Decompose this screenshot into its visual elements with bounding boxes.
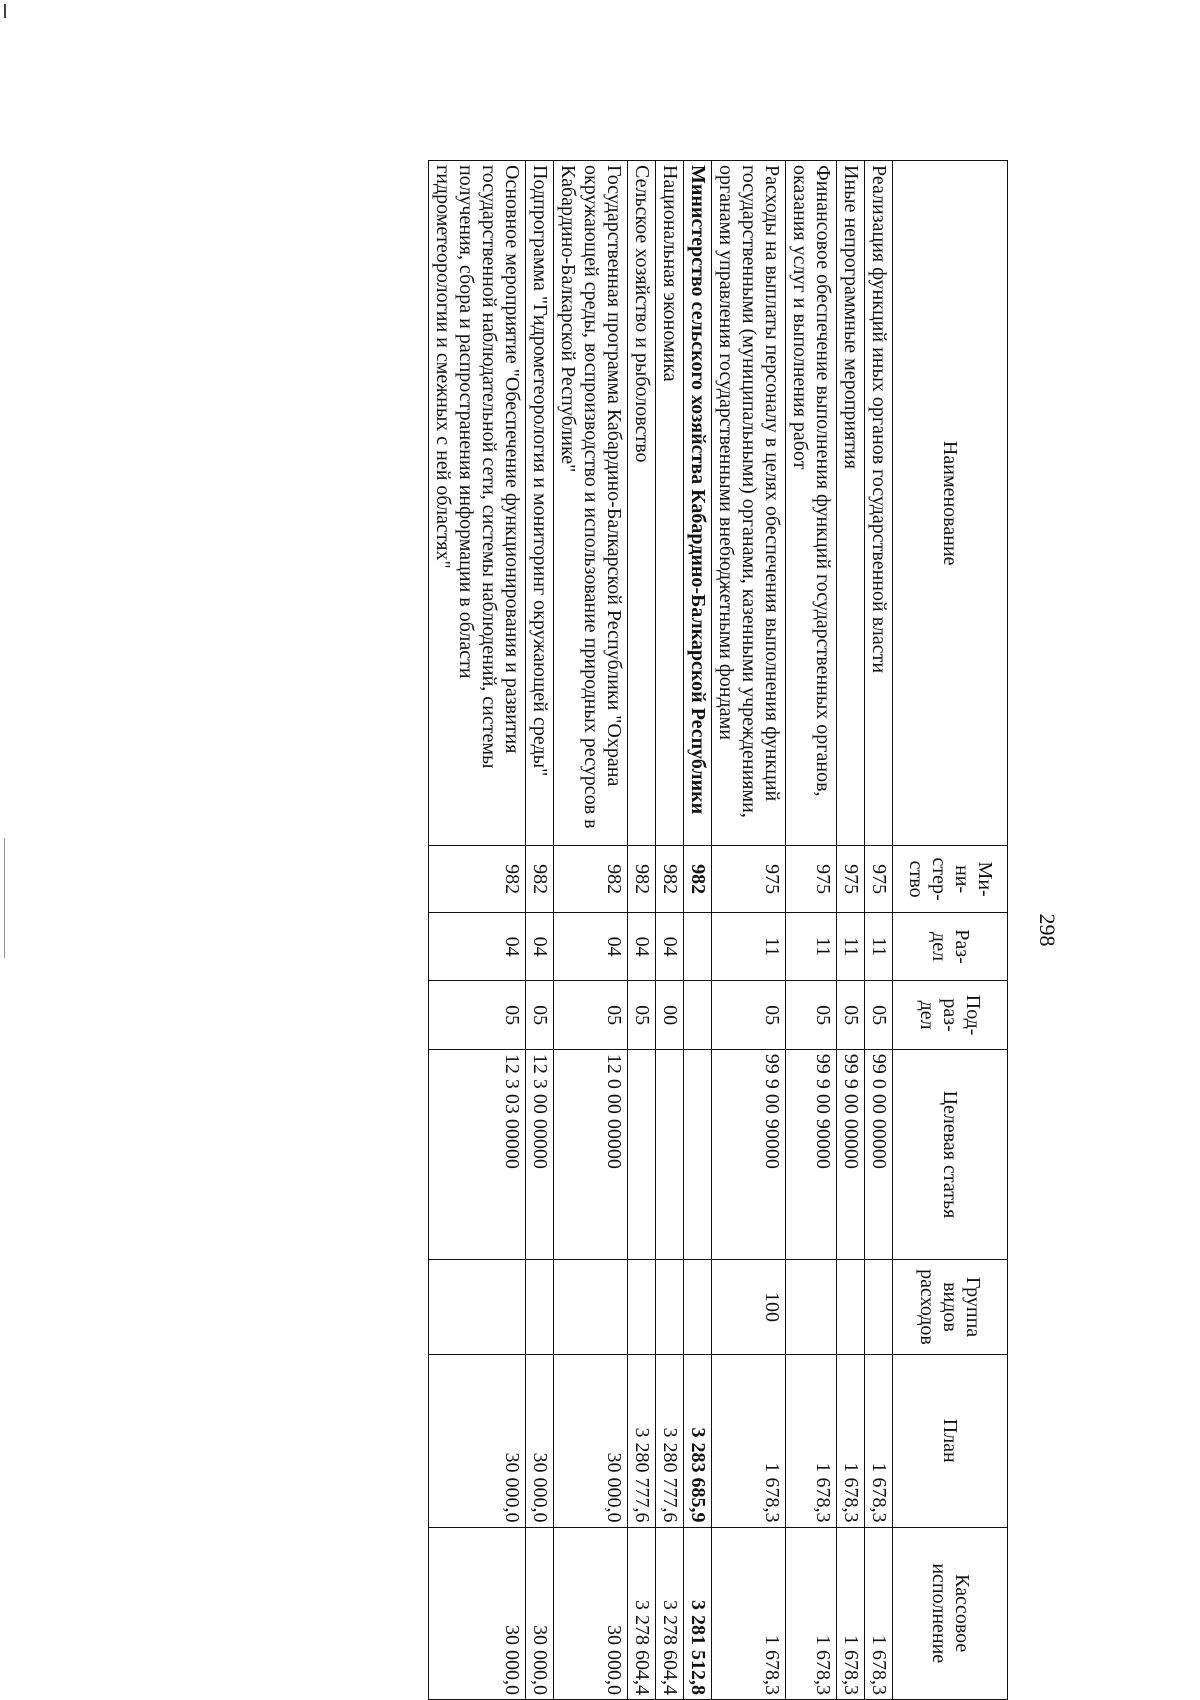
row-group: [628, 1259, 656, 1354]
row-target: 99 9 00 90000: [786, 1049, 837, 1259]
row-subsection: 05: [429, 981, 526, 1050]
row-ministry: 975: [712, 846, 786, 912]
row-name: Государственная программа Кабардино-Балкарской Республики "Охрана окружающей среды, воспроизводство и использование природных ресурсов в Кабардино-Балкарской Республике": [554, 161, 628, 846]
row-name: Реализация функций иных органов государственной власти: [865, 161, 893, 846]
row-cash: 1 678,3: [837, 1527, 865, 1700]
row-subsection: [684, 981, 712, 1050]
row-plan: 30 000,0: [526, 1355, 554, 1527]
table-header-row: [893, 161, 1008, 1700]
row-section: 04: [628, 912, 656, 981]
header-cash-execution: Кассовое исполнение: [893, 1527, 1008, 1700]
row-plan: 1 678,3: [712, 1355, 786, 1527]
row-group: [429, 1259, 526, 1354]
row-group: [554, 1259, 628, 1354]
row-ministry: 982: [656, 846, 684, 912]
row-ministry: 982: [684, 846, 712, 912]
table-row: [786, 161, 837, 1700]
header-section: Раз-дел: [893, 912, 1008, 981]
row-ministry: 982: [526, 846, 554, 912]
row-subsection: 05: [837, 981, 865, 1050]
row-ministry: 975: [865, 846, 893, 912]
row-name: Расходы на выплаты персоналу в целях обеспечения выполнения функций государственными (муниципальными) органами, казенными учреждениями, органами управления государственными внебюджетными фондами: [712, 161, 786, 846]
row-cash: 1 678,3: [786, 1527, 837, 1700]
row-section: 04: [526, 912, 554, 981]
header-ministry: Ми-ни-стер-ство: [893, 846, 1008, 912]
table-row: [837, 161, 865, 1700]
row-section: 11: [712, 912, 786, 981]
row-target: 99 0 00 00000: [865, 1049, 893, 1259]
row-section: 11: [786, 912, 837, 981]
row-cash: 30 000,0: [429, 1527, 526, 1700]
row-plan: 30 000,0: [429, 1355, 526, 1527]
table-row: [526, 161, 554, 1700]
row-plan: 1 678,3: [837, 1355, 865, 1527]
row-name: Финансовое обеспечение выполнения функций государственных органов, оказания услуг и выполнения работ: [786, 161, 837, 846]
row-ministry: 982: [554, 846, 628, 912]
header-subsection: Под-раз-дел: [893, 981, 1008, 1050]
row-plan: 3 280 777,6: [628, 1355, 656, 1527]
row-group: [865, 1259, 893, 1354]
row-section: 11: [865, 912, 893, 981]
header-name: Наименование: [893, 161, 1008, 846]
row-cash: 30 000,0: [554, 1527, 628, 1700]
row-ministry: 975: [837, 846, 865, 912]
row-section: 04: [554, 912, 628, 981]
budget-execution-table: [428, 160, 1008, 1700]
row-plan: 1 678,3: [786, 1355, 837, 1527]
row-group: [837, 1259, 865, 1354]
row-section: 04: [656, 912, 684, 981]
table-row: [684, 161, 712, 1700]
row-target: 12 0 00 00000: [554, 1049, 628, 1259]
row-target: 99 9 00 90000: [712, 1049, 786, 1259]
row-target: [656, 1049, 684, 1259]
row-cash: 30 000,0: [526, 1527, 554, 1700]
table-row: [429, 161, 526, 1700]
row-subsection: 05: [786, 981, 837, 1050]
row-target: 12 3 00 00000: [526, 1049, 554, 1259]
row-cash: 3 281 512,8: [684, 1527, 712, 1700]
row-name: Министерство сельского хозяйства Кабардино-Балкарской Республики: [684, 161, 712, 846]
scan-edge-mark-top: [4, 4, 6, 18]
row-section: [684, 912, 712, 981]
row-cash: 1 678,3: [712, 1527, 786, 1700]
row-section: 04: [429, 912, 526, 981]
row-cash: 1 678,3: [865, 1527, 893, 1700]
row-target: 99 9 00 00000: [837, 1049, 865, 1259]
row-name: Подпрограмма "Гидрометеорология и мониторинг окружающей среды": [526, 161, 554, 846]
row-group: 100: [712, 1259, 786, 1354]
row-section: 11: [837, 912, 865, 981]
row-target: [628, 1049, 656, 1259]
row-plan: 3 280 777,6: [656, 1355, 684, 1527]
header-plan: План: [893, 1355, 1008, 1527]
row-target: 12 3 03 00000: [429, 1049, 526, 1259]
row-subsection: 05: [554, 981, 628, 1050]
row-target: [684, 1049, 712, 1259]
row-name: Национальная экономика: [656, 161, 684, 846]
row-plan: 3 283 685,9: [684, 1355, 712, 1527]
row-cash: 3 278 604,4: [628, 1527, 656, 1700]
row-subsection: 00: [656, 981, 684, 1050]
scan-edge-mark-middle: [4, 838, 5, 958]
row-group: [684, 1259, 712, 1354]
table-row: [628, 161, 656, 1700]
row-cash: 3 278 604,4: [656, 1527, 684, 1700]
row-subsection: 05: [628, 981, 656, 1050]
row-ministry: 982: [628, 846, 656, 912]
table-row: [656, 161, 684, 1700]
table-row: [712, 161, 786, 1700]
row-group: [526, 1259, 554, 1354]
table-row: [554, 161, 628, 1700]
row-subsection: 05: [712, 981, 786, 1050]
row-ministry: 982: [429, 846, 526, 912]
row-group: [786, 1259, 837, 1354]
table-row: [865, 161, 893, 1700]
row-plan: 30 000,0: [554, 1355, 628, 1527]
page-number: 298: [1035, 913, 1060, 947]
header-expense-group: Группа видов расходов: [893, 1259, 1008, 1354]
row-name: Сельское хозяйство и рыболовство: [628, 161, 656, 846]
row-plan: 1 678,3: [865, 1355, 893, 1527]
row-subsection: 05: [865, 981, 893, 1050]
row-ministry: 975: [786, 846, 837, 912]
row-group: [656, 1259, 684, 1354]
document-sheet: [138, 160, 1068, 1700]
row-subsection: 05: [526, 981, 554, 1050]
header-target-article: Целевая статья: [893, 1049, 1008, 1259]
row-name: Иные непрограммные мероприятия: [837, 161, 865, 846]
row-name: Основное мероприятие "Обеспечение функционирования и развития государственной наблюдательной сети, системы наблюдений, системы получения, сбора и распространения информации в области гидрометеорологии и смежных с ней областях": [429, 161, 526, 846]
